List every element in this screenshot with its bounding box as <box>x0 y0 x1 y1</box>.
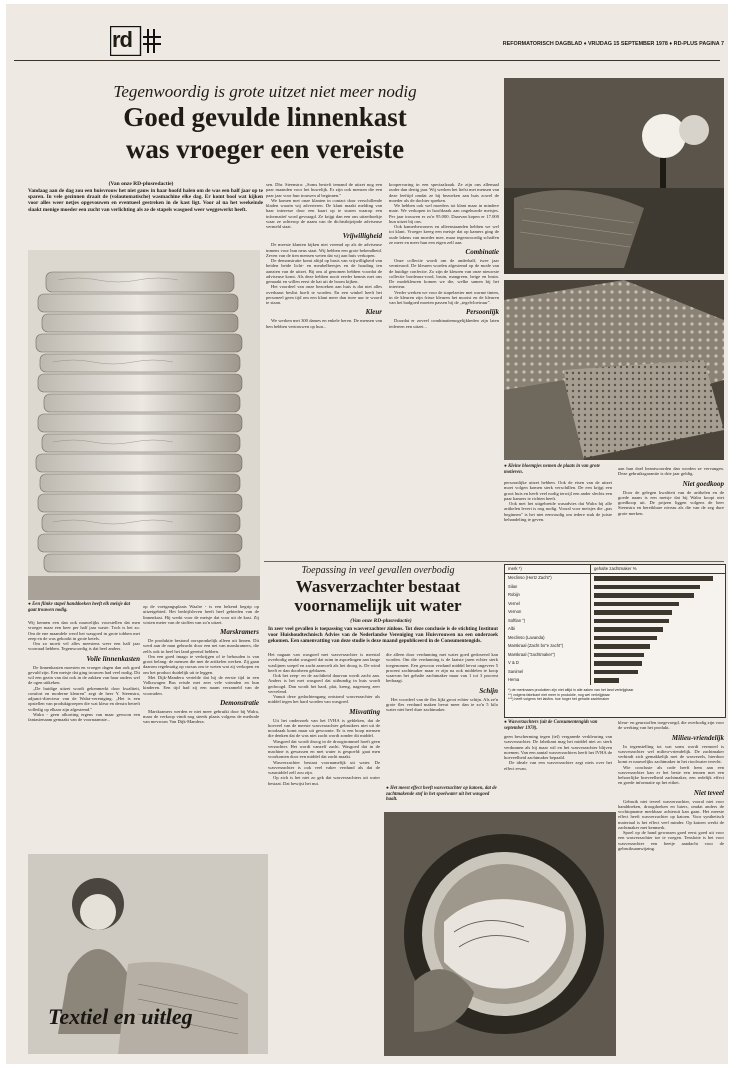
table-note-1: *) de merknaam produkten zijn niet altijd in alle zaken van het land verkrijgbaar <box>508 688 634 692</box>
article2-rule <box>264 561 724 562</box>
bullet-icon: ● <box>28 602 33 607</box>
table-row-bar <box>594 670 638 675</box>
table-row-bar-track <box>591 668 725 677</box>
subhead-combinatie: Combinatie <box>465 248 499 256</box>
table-row-brand: Silan <box>505 583 591 592</box>
bullet-icon: ● <box>386 786 391 791</box>
table-body <box>505 574 725 685</box>
table-row-bar-track <box>591 591 725 600</box>
table-note-2: **) volgens fabrikant niet meer in produktie, nog wel verkrijgbaar <box>508 692 610 697</box>
subhead-kleur: Kleur <box>365 308 382 317</box>
table-row-bar <box>594 661 642 666</box>
article2-headline-1: Wasverzachter bestaat <box>295 577 461 596</box>
article2-kicker: Toepassing in veel gevallen overbodig <box>301 565 455 576</box>
article1-byline: (Van onze RD-plusredactie) <box>108 181 174 187</box>
article2-lead: In zeer veel gevallen is toepassing van wasverzachter zinloos. Tot deze conclusie is de stichting Instituut voor Huishoudtechnisch Advies van de Nederlandse Vereniging van Huisvrouwen na een onderzoek gekomen. Een samenvatting van deze studie is deze maand gepubliceerd in de Consumentengids. <box>268 626 498 645</box>
rd-logo <box>110 26 162 56</box>
table-row-bar <box>594 576 713 581</box>
linen-stack-photo <box>28 250 260 600</box>
article2-byline: (Van onze RD-plusredactie) <box>350 618 412 624</box>
subhead-niet-goedkoop: Niet goedkoop <box>682 479 724 488</box>
running-head: REFORMATORISCH DAGBLAD ♦ VRIJDAG 15 SEPTEMBER 1978 ♦ RD-PLUS PAGINA 7 <box>502 41 724 47</box>
caption-photo-2-text: Het meest effect heeft wasverzachter op katoen, dat de zachtmakende stof in het spoelwater uit het wasgoed haalt. <box>386 786 497 803</box>
table-row <box>505 591 725 600</box>
subhead-marskramers: Marskramers <box>220 628 259 636</box>
article1-col1: Wij kennen een dan ook nauwelijks voorstellen dat men vroeger maar een keer per half jaar waste. Toch is het zo. Om de ene maandele werd het wasgoed in grote tobben met zeep en de was gekookt in grote ketels. Om zo moeit vel alles meestens weer een half jaar voorraad hebben. Tegenwoordig is dat heel anders. Volle linnenkasten De linnenkasten moesten en vroeger dagen dan ook goed gevuld zijn. Een meisje dat ging trouwen had veel nodig. Dit wil een gezin van dat ook in de zakken van haar ouders wel de ogen uitkeken. „De huidige uitzet wordt gekenmerkt door kwaliteit, comfort en moderne kleuren" zegt de heer Y. Steenstra, adjunct-directeur van de Walra-vereniging. „Het is een opstellen van produktgroepen die wat kleur en dessin betreft volledig op elkaar zijn afgestemd." Walra - geen afkorting ergens van maar gewoon een fantasienaam gemaakt van de voornaamste... <box>28 620 140 722</box>
table-row-brand: Vernel <box>505 600 591 609</box>
subhead-schijn: Schijn <box>479 686 498 695</box>
table-row <box>505 617 725 626</box>
table-row-bar-track <box>591 642 725 651</box>
article1-col4: koopervaring in een speciaalzaak. Ze zijn ons allemaal ouder dan dertig jaar. Wij werken het liefst met mensen van deze leeftijd omdat ze bij bezoeken aan huis zowel de moeder als de dochter spreken. We hebben ook wel moeders tot klant maar in mindere mate. We verkopen in hoofdzaak aan ongehuwde meisjes. Per jaar trouwen er zo'n 95.000. Daarvan kopen er 17.000 hun uitzet bij ons. Ook kamerbewoners en alleenstaanden hebben we wel tot klant. Vroeger kreeg een meisje dat op kamers ging de oude lakens van moeder mee, maar tegenwoordig schaffen ze meer en meer hun een eigen zelf aan. Combinatie Onze collectie wordt om de anderhalf, twee jaar vernieuwd. De kleuren worden afgestemd op de mode van de huidige confectie. Zo zijn de kleuren van onze nieuwste collectie bordeaux-rood, bruin, mangreen, beige en bruin. De modekleuren komen we die, welke samen bij het interieur. Verder werken we voor de stapelzetter met warme tinten, in de kleuren zijn frisse kleuren het mooist en de kleuren van het badgoed moeten passen bij de „tegelvloeiruur". Persoonlijk Doordat er zoveel combinatiemogelijkheden zijn laten iedereen een uitzet... <box>389 182 499 329</box>
table-row-bar <box>594 636 657 641</box>
table-row <box>505 668 725 677</box>
table-row <box>505 642 725 651</box>
table-notes <box>508 688 722 702</box>
subhead-vrijwilligheid: Vrijwilligheid <box>342 232 382 241</box>
header-rule <box>14 60 720 61</box>
table-col-content: gehalte zachtmaker % <box>594 566 637 571</box>
table-row <box>505 574 725 583</box>
table-row-bar <box>594 678 619 683</box>
subhead-milieu: Milieu-vriendelijk <box>671 733 724 742</box>
article2-colA: Het nagaan van wasgoed met wasverzachter is meestal overbodig omdat wasgoed dat ruim in aspoelingen aan lange waslijnen soepel en zacht aanvoelt als het droog is. De wind heeft er dan doorheen geblazen. Ook het zeep- en de zachtheid daarvan wordt zacht aan. Anders is het met wasgoed dat uitbundig in huis wordt gedroogd. Dan wordt het hard, plat, kreng, nagenoeg zeer vervelend. Vanuit deze gedachtengang ontstond wasverzachter als middel tegen het hard worden van wasgoed. Misvatting Uit het onderzoek van het IVHA is gebleken, dat de hoeveel van de meeste wasverzachter gebruikers niet uit de noodzaak komt maar uit gewoonte. Er is een hoop mensen die denken dat de was niet zacht wordt zonder dit middel. Wasgoed dat wordt droog in de droogtrommel hoeft geen verzachter. Het wordt vanzelf zacht. Wasgoed dat in de machine is gewassen en met water is gespoeld: gaat men voorkomen door een middel dat zacht maakt. Wasverzachter bestaat voornamelijk uit water. De wasverzachter is ook veel vaker verdund als dat de wasmiddel zelf zou zijn. Op zich is het niet zo gek dat wasverzachters uit water bestaat. Dat bewijst het nut. <box>268 652 380 786</box>
subhead-persoonlijk: Persoonlijk <box>465 308 499 317</box>
article1-headline-2: was vroeger een vereiste <box>125 134 405 164</box>
softener-table <box>504 564 726 718</box>
caption-blankets <box>504 464 614 475</box>
caption-linen <box>28 602 138 613</box>
subhead-niet-teveel: Niet teveel <box>693 788 724 797</box>
table-row-bar <box>594 653 644 658</box>
table-row-brand: Hema <box>505 676 591 685</box>
table-row-bar-track <box>591 583 725 592</box>
table-header <box>505 565 725 574</box>
table-row-bar-track <box>591 574 725 583</box>
table-row-brand: Meclinso (Hertz Zacht") <box>505 574 591 583</box>
subhead-demonstratie: Demonstratie <box>220 698 259 707</box>
table-row-brand: Meclinso (Lavanda) <box>505 634 591 643</box>
subhead-misvatting: Misvatting <box>349 707 380 716</box>
table-row-bar-track <box>591 651 725 660</box>
textiel-label: Textiel en uitleg <box>48 1004 193 1029</box>
article1-kicker: Tegenwoordig is grote uitzet niet meer nodig <box>113 82 417 101</box>
article1-col3: sen. Dhr. Steenstra: „Soms besteft iemand de uitzet nog een paar maanden voor het huwelijk. Er zijn ook mensen die een paar jaar voor hun trouwen al beginnen." We komen met onze klanten in contact door verschillende bladen waarin wij adverteren. De klant maakt melding van haar interesse door een kaart op te sturen waarop een informatief word gevraagd. Ze krijgt dan een ons uitzetboekje waar ze achterop de naam van de dichtstbijzijnde adviseuse vermeld staat. Vrijwilligheid De meeste klanten kijken niet vreemd op als de adviseuse inmens voor hun neus staat. Wij hebben een grote bekendheid. Zeven van de tien mensen weten dat wij aan huis verkopen. De demonstratie komt altijd op basis van vrijwilligheid van beiden beide licht- en meubelbeesjes en de houding ten aanzien van de uitzet. Bij ons al genomen hebben voordat de adviseuse komt. Als deze hebben nooit eerder kennis met ons gemaakt en willen eerst de kat uit de boom kijken. Het voordeel van onze bezoeken aan huis is dat niet alles overhaast beslist hoeft te worden. En een winkel heeft het personeel geen tijd om een klant meer dan twee uur te woord te staan. Kleur We werken met 300 dames en enkele heren. De mensen van hen hebben vertrouwen op hun... <box>266 182 382 329</box>
table-row <box>505 651 725 660</box>
newspaper-page <box>6 4 728 1064</box>
table-row-bar-track <box>591 634 725 643</box>
caption-table-text: Wasverzachters (uit de Consumentengids van september 1978). <box>504 720 598 731</box>
subhead-volle-linnenkasten: Volle linnenkasten <box>86 654 140 663</box>
table-row-bar <box>594 627 663 632</box>
article1-col6: aan hun doel beantwoorden dan worden ze vervangen. Deze gebruiksgarantie is drie jaar geldig. Niet goedkoop Door de gelegen kwaliteit van de artikelen en de goede naam is een meisje dat bij Walra koopt niet goedkoop uit. De prijzen liggen volgens de heer Steenstra en bereikbare niveau als die van de zeg dure grote merken. <box>618 466 724 516</box>
table-row-brand: Vernon <box>505 608 591 617</box>
table-row <box>505 676 725 685</box>
textiel-en-uitleg-photo <box>28 854 268 1054</box>
table-row <box>505 608 725 617</box>
table-row-bar <box>594 602 679 607</box>
table-row-bar-track <box>591 676 725 685</box>
article1-headline-1: Goed gevulde linnenkast <box>123 102 407 132</box>
table-row-brand: Marskraal ("zachtmaker") <box>505 651 591 660</box>
table-row-bar <box>594 644 650 649</box>
table-row-bar <box>594 593 694 598</box>
article2-colC: geen bescherming tegen (tel) verganede verkleuring van wasverzachter. De fabrikant mag het middel niet zo sterk verdunnen als hij maar wil en het wasverzachter blijven noemen. Van een aantal wasverzachters heeft het IVHA de hoeveelheid zachtmaker bepaald. De ideale van een wasverzachter zegt niets over het effect ervan. <box>504 734 612 771</box>
table-row-brand: Robijn <box>505 591 591 600</box>
table-row <box>505 600 725 609</box>
article1-lead: Vandaag aan de dag zou een huisvrouw het niet gauw in haar hoofd halen om de was een half jaar op te sparen. In vele gezinnen draait de (volautomatische) wasmachine elke dag. Er komt bool wat kijken voor alles weer netjes opgevouwen en eventueel gestreken in de kast ligt. Voor al na het weekeinde slaakt menige moeder een zucht van verlichting als ze de stapels wasgoed weer weggewerkt heeft. <box>28 188 263 213</box>
article2-colB: die alleen door verdunning met water goed gedoseerd kan worden. Om die verdunning is de laatste jaren echter sterk toegenomen. Een gewoon verdund middel bevat ongeveer 5 procent zachtmaker maar er zijn na ook middelen te koop waarvan het gehalte zachtmaker maar van 1 tot 3 procent bedraagt. Schijn Het voordeel van de fles lijkt groot echter schijn. Als ze'n grote fles verdund maken bevat meer dan te zo'n 5 kilo water niet heel dure zachtmaker. <box>386 652 498 712</box>
article1-col5: persoonlijke uitzet hebben. Ook de eisen van de uitzet moet volgen komen sterk verschillen. De een krijgt een groot huis en heeft veel nodig terwijl een ander slechts een paar kamers te richten heeft. Ook met het uitgebreide wasadvies dat Walra bij alle artikelen levert is nog nodig. Vooral voor meisjes die „pas beginnen" is het niet eenvoudig om iedere stuk de juiste behandeling te geven. <box>504 480 612 522</box>
table-row <box>505 634 725 643</box>
washing-machine-photo <box>384 812 616 1056</box>
table-row-bar-track <box>591 659 725 668</box>
bullet-icon: ● <box>504 720 509 725</box>
table-row-brand: Sanimel <box>505 668 591 677</box>
logo-text: rd <box>112 27 132 52</box>
table-row-bar <box>594 585 700 590</box>
table-row-brand: V & D <box>505 659 591 668</box>
furniture-lamp-photo <box>504 78 724 274</box>
table-row <box>505 659 725 668</box>
patterned-blankets-photo <box>504 280 724 460</box>
caption-linen-text: Een flinke stapel handdoeken heeft elk meisje dat gaat trouwen nodig. <box>28 602 131 613</box>
article2-headline-2: voornamelijk uit water <box>294 596 462 615</box>
table-row-brand: Softlan ") <box>505 617 591 626</box>
table-row-bar-track <box>591 608 725 617</box>
table-row-bar-track <box>591 625 725 634</box>
table-row-brand: Albi <box>505 625 591 634</box>
table-row-brand: Marskraal (Zacht bo"e zacht") <box>505 642 591 651</box>
article1-col2: op de voetgangsplaats Waalre - is een bekend begrip op uitzetgebied. Het bedrijfsleven heeft heel gebieden van de linnenkast. Hij werkt voor de meisje dat voor uit de kast. Zij wisten meter van de stoffen van zo'n uitzet. Marskramers De produktie bestond oorspronkelijk alleen uit linnen. Dit werd aan de man gebracht door een net van marskramers, die zelfs ook in heel het land gereisd hebben. Om een goed imago te verkrijgen of te behouden is van groot belang: de mensen die met de artikelen werken. Zij gaan daarom regelmatig op cursus om te weten wat zij verkopen en om het product duidelijk uit te leggen. Met Dijk-Mandera vertelde dat hij de eerste tijd in een Volkswagen Bus reisde met zeer vele vrienden en hun kinderen. Een tijd had zij een naam verzameld van de voorraden. Demonstratie Marskramers werden er niet meer gebruikt door bij Walra, maar de verkoop vindt nog steeds plaats volgens de methode van mevrouw Van Dijk-Mandera. <box>143 604 259 725</box>
caption-table <box>504 720 612 731</box>
caption-blankets-text: Kleine bloempjes nemen de plaats in van grote motieven. <box>504 464 600 475</box>
table-row-bar <box>594 610 672 615</box>
table-note-3: ***) heeft volgens het lab/kw. hoe hoger het gehalte zachtmaker <box>508 697 610 701</box>
caption-photo-2 <box>386 786 498 803</box>
table-row-bar-track <box>591 600 725 609</box>
table-row-bar <box>594 619 669 624</box>
table-row <box>505 583 725 592</box>
table-row-bar-track <box>591 617 725 626</box>
table-row <box>505 625 725 634</box>
bullet-icon: ● <box>504 464 509 469</box>
table-col-brand: merk *) <box>505 565 591 573</box>
article2-colD: kleur- en geurstoffen toegevoegd, die overbodig zijn voor de werking van het produkt. Milieu-vriendelijk In tegenstelling tot wat soms wordt vermoed is wasverzachter wel milieu-vriendelijk. De zachtmaker verbindt zich gemakkelijk met de wasvezels, hierdoor komt er nauwelijks zachtmaker in het rioolwater terecht. Wie conclusie als code heeft hem aan een wasverzachter kan er het beste een tennen met een behoorlijke hoeveelheid zachtmaker, een redelijk effect en goede informatie op het etiket. Niet teveel Gebruik niet teveel wasverzachter, vooral niet voor handdoeken, droogdoeken en luiers, omdat anders de vochtopname merkbaar achteruit kan gaan. Het meeste effect heeft wasverzachter op katoen. Voor synthetisch materiaal is het effect veel minder. Op katoen werkt de zachtmaker met kenmerk. Spoel op de hand gewassen goed eerst goed uit voor een wasverzachter toe te voegen. Tenslotte is het voor wasverzachter een beetje aandacht voor de gebruiksaanwijzing. <box>618 720 724 851</box>
